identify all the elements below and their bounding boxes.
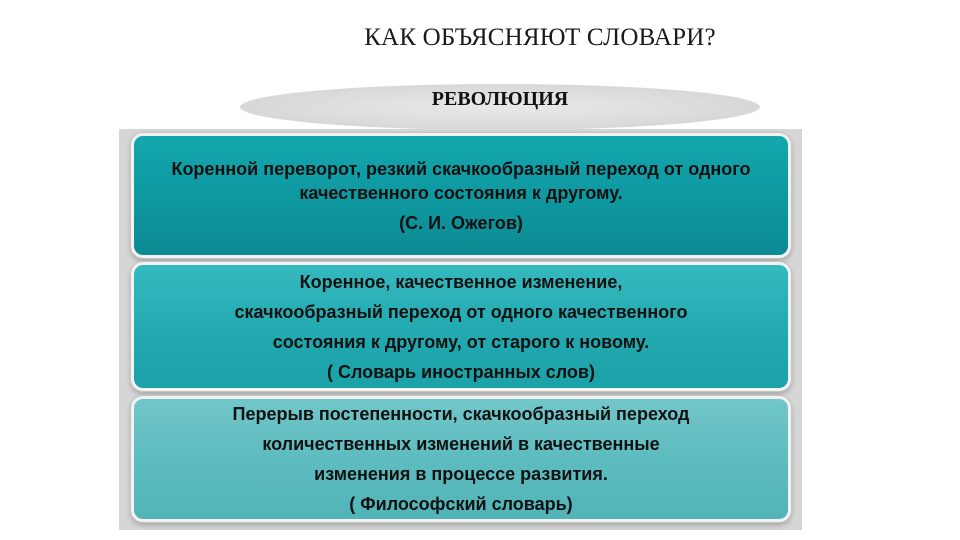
slide-title: КАК ОБЪЯСНЯЮТ СЛОВАРИ?	[364, 24, 716, 51]
definition-line: Коренное, качественное изменение,	[299, 271, 623, 292]
definition-line: качественного состояния к другому.	[299, 182, 623, 203]
definition-source: (С. И. Ожегов)	[399, 212, 523, 233]
definition-box-foreign-words	[131, 262, 791, 391]
definition-line: состояния к другому, от старого к новому.	[272, 331, 650, 352]
definition-source: ( Философский словарь)	[349, 494, 573, 514]
definition-line: Перерыв постепенности, скачкообразный переход	[232, 404, 690, 424]
definition-line: Коренной переворот, резкий скачкообразный переход от одного	[171, 158, 751, 179]
definition-line: изменения в процессе развития.	[314, 464, 608, 484]
term-label: РЕВОЛЮЦИЯ	[431, 88, 569, 110]
definition-box-philosophical	[131, 396, 791, 522]
definition-line: скачкообразный переход от одного качественного	[234, 301, 688, 322]
definition-box-ozhegov	[131, 133, 791, 258]
definition-source: ( Словарь иностранных слов)	[326, 361, 595, 382]
definition-line: количественных изменений в качественные	[262, 434, 660, 454]
